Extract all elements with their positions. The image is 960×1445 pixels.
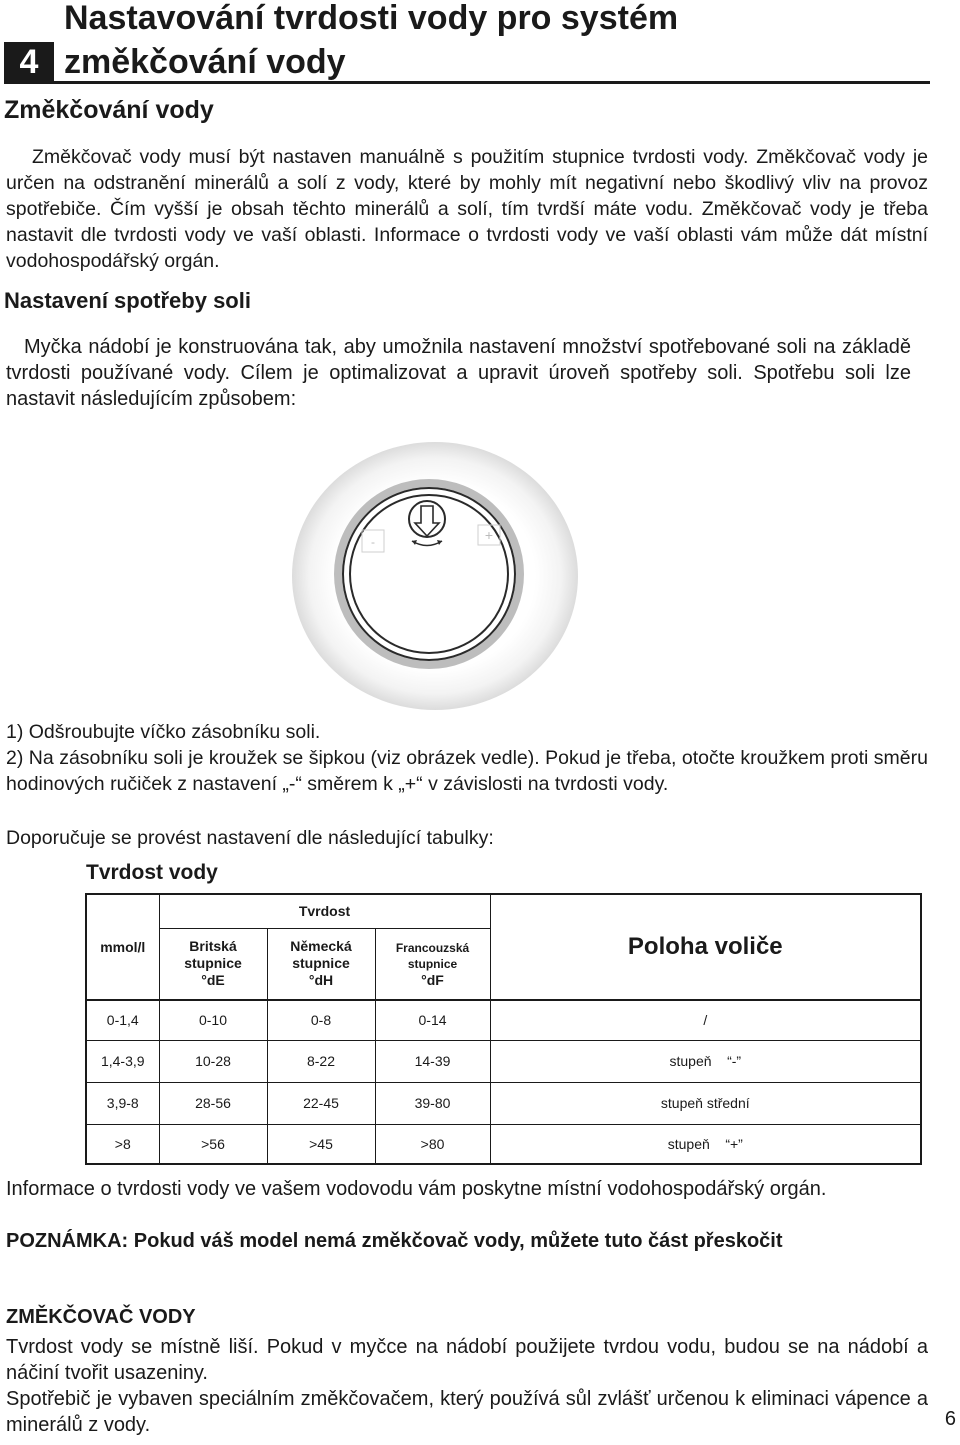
table-row: 0-1,4 0-10 0-8 0-14 / [86,1000,921,1040]
header-hardness-group: Tvrdost [159,894,490,928]
table-row: 3,9-8 28-56 22-45 39-80 stupeň střední [86,1082,921,1124]
softener-heading: ZMĚKČOVAČ VODY [6,1306,196,1328]
step-2: 2) Na zásobníku soli je kroužek se šipkou (viz obrázek vedle). Pokud je třeba, otočte kroužkem proti směru hodinových ručiček z nastavení „-“ směrem k „+“ v závislosti na tvrdosti vody. [6,747,928,795]
header-de: Britská stupnice °dE [159,928,267,1000]
plus-label: + [484,527,494,543]
table-title: Tvrdost vody [86,861,218,884]
softener-para-2: Spotřebič je vybaven speciálním změkčovačem, který používá sůl zvlášť určenou k eliminaci vápence a minerálů z vody. [6,1388,928,1436]
header-dh: Německá stupnice °dH [267,928,375,1000]
chapter-title [64,0,944,84]
note-text: POZNÁMKA: Pokud váš model nemá změkčovač vody, můžete tuto část přeskočit [6,1230,783,1252]
page-number: 6 [944,1408,956,1430]
dial-arrow-icon [409,501,445,537]
header-df: Francouzská stupnice °dF [375,928,490,1000]
salt-paragraph: Myčka nádobí je konstruována tak, aby umožnila nastavení množství spotřebované soli na základě tvrdosti používané vody. Cílem je optimalizovat a upravit úroveň spotřeby soli. Spotřebu soli lze nastavit následujícím způsobem: [6,336,911,410]
chapter-number-badge: 4 [4,42,54,82]
softener-para-1: Tvrdost vody se místně liší. Pokud v myčce na nádobí použijete tvrdou vodu, budou se na nádobí a náčiní tvořit usazeniny. [6,1336,928,1384]
table-row: 1,4-3,9 10-28 8-22 14-39 stupeň “-” [86,1040,921,1082]
chapter-title-line2: změkčování vody [64,43,346,81]
title-underline [4,81,930,84]
header-mmol: mmol/l [86,894,159,1000]
hardness-table [85,893,922,1165]
chapter-title-line1: Nastavování tvrdosti vody pro systém [64,0,679,37]
minus-label: - [371,535,375,549]
step-1: 1) Odšroubujte víčko zásobníku soli. [6,721,321,743]
softening-paragraph: Změkčovač vody musí být nastaven manuálně s použitím stupnice tvrdosti vody. Změkčovač vody je určen na odstranění minerálů a solí z vody, které by mohly mít negativní nebo škodlivý vliv na provoz spotřebiče. Čím vyšší je obsah těchto minerálů a solí, tím tvrdší máte vodu. Změkčovač vody je třeba nastavit dle tvrdosti vody ve vaší oblasti. Informace o tvrdosti vody ve vaší oblasti vám může dát místní vodohospodářský orgán. [6,146,928,272]
table-row: >8 >56 >45 >80 stupeň “+” [86,1124,921,1164]
section-heading-softening: Změkčování vody [4,96,214,124]
section-heading-salt: Nastavení spotřeby soli [4,288,251,313]
header-selector-position: Poloha voliče [490,894,921,1000]
info-text: Informace o tvrdosti vody ve vašem vodovodu vám poskytne místní vodohospodářský orgán. [6,1178,827,1200]
recommend-text: Doporučuje se provést nastavení dle následující tabulky: [6,827,494,849]
salt-dial-figure [290,440,580,712]
